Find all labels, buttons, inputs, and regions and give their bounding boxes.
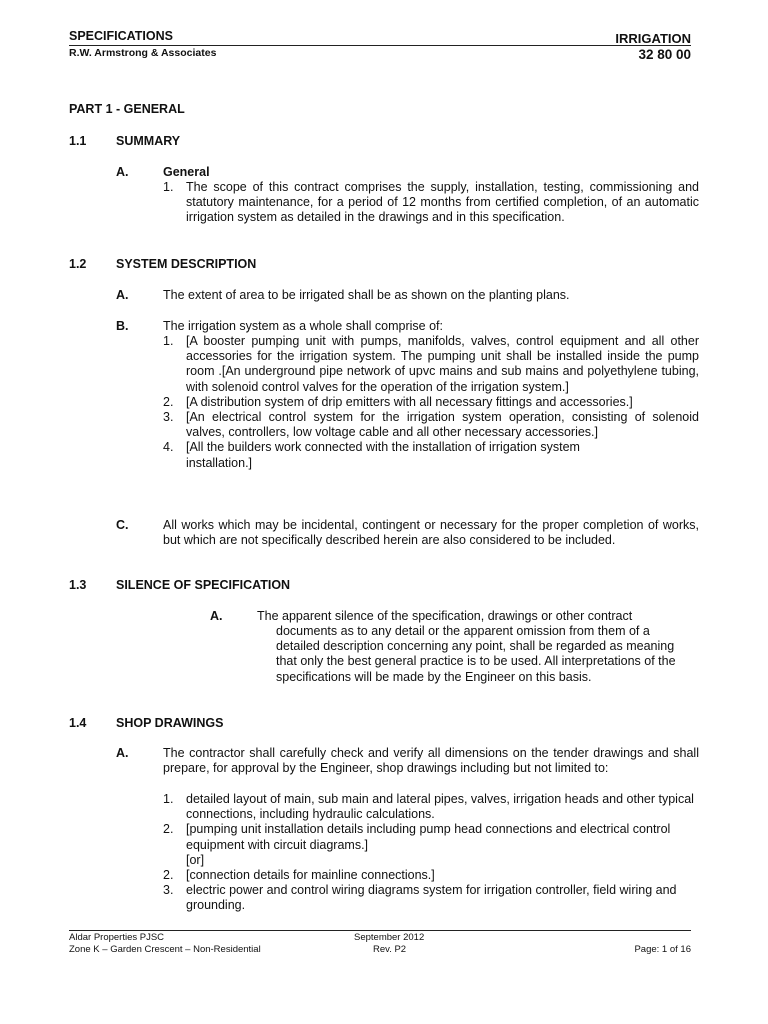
item-number: 2. <box>163 394 174 409</box>
section-1-1-a-title: General <box>163 165 210 179</box>
list-item <box>163 395 699 410</box>
section-1-4-title: SHOP DRAWINGS <box>116 716 224 730</box>
item-text: [pumping unit installation details including pump head connections and electrical control equipment with circuit diagrams.] <box>186 822 671 852</box>
item-text: [A distribution system of drip emitters with all necessary fittings and accessories.] <box>186 394 633 409</box>
section-1-2-a-text: The extent of area to be irrigated shall be as shown on the planting plans. <box>163 288 570 302</box>
item-text: [All the builders work connected with the installation of irrigation system installation.] <box>186 440 580 470</box>
section-1-2-number: 1.2 <box>69 257 87 271</box>
item-text: electric power and control wiring diagrams system for irrigation controller, field wiring and grounding. <box>186 883 677 913</box>
section-1-4-number: 1.4 <box>69 716 87 730</box>
section-1-1-number: 1.1 <box>69 134 87 148</box>
list-item <box>163 792 699 822</box>
item-number: 2. <box>163 868 174 883</box>
section-1-1-a-letter: A. <box>116 165 129 179</box>
item-number: 1. <box>163 180 174 194</box>
header-section-title: IRRIGATION <box>615 31 691 46</box>
list-item <box>163 822 699 852</box>
section-1-3-title: SILENCE OF SPECIFICATION <box>116 578 291 592</box>
footer-page-number: Page: 1 of 16 <box>634 944 691 955</box>
section-1-4-a-text: The contractor shall carefully check and verify all dimensions on the tender drawings and shall prepare, for approval by the Engineer, shop drawings including but not limited to: <box>163 746 699 776</box>
section-1-1-title: SUMMARY <box>116 134 181 148</box>
item-number: 4. <box>163 440 174 455</box>
section-1-2-title: SYSTEM DESCRIPTION <box>116 257 257 271</box>
item-text: [An electrical control system for the irrigation system operation, consisting of solenoid valves, controllers, low voltage cable and all other necessary accessories.] <box>186 410 699 440</box>
section-1-3-a-letter: A. <box>210 609 223 623</box>
footer-date: September 2012 <box>354 932 425 943</box>
item-text: detailed layout of main, sub main and lateral pipes, valves, irrigation heads and other typical connections, including hydraulic calculations. <box>186 792 694 822</box>
footer-project: Zone K – Garden Crescent – Non-Residential <box>69 944 261 955</box>
item-text: [A booster pumping unit with pumps, manifolds, valves, control equipment and all other accessories for the irrigation system. The pumping unit shall be installed inside the pump room .[An underground pipe network of upvc mains and sub mains and polyethylene tubing, with solenoid control valves for the operation of the irrigation system.] <box>186 334 699 394</box>
section-1-3-a-text: documents as to any detail or the apparent omission from them of a detailed description concerning any point, shall be regarded as meaning that only the best general practice is to be used. All interpretations of the specifications will be made by the Engineer on this basis. <box>276 624 676 684</box>
section-1-4-list <box>163 792 699 914</box>
item-number: 3. <box>163 410 174 425</box>
footer-rule <box>69 930 691 931</box>
section-1-3-a-first-line: The apparent silence of the specification, drawings or other contract <box>257 609 633 623</box>
section-1-4-a-letter: A. <box>116 746 129 760</box>
section-1-2-a-letter: A. <box>116 288 129 302</box>
item-text: [connection details for mainline connections.] <box>186 868 435 883</box>
item-text: The scope of this contract comprises the supply, installation, testing, commissioning and statutory maintenance, for a period of 12 months from certified completion, of an automatic irrigation system as detailed in the drawings and in this specification. <box>186 180 699 225</box>
list-item <box>163 410 699 440</box>
section-1-3-number: 1.3 <box>69 578 87 592</box>
list-item <box>163 440 699 470</box>
section-1-2-b-letter: B. <box>116 319 129 333</box>
item-number: 3. <box>163 883 174 898</box>
list-item <box>163 334 699 395</box>
footer-revision: Rev. P2 <box>373 944 407 955</box>
item-number: 1. <box>163 334 174 348</box>
header-spec-title: SPECIFICATIONS <box>69 29 173 43</box>
header-section-code: 32 80 00 <box>638 47 691 62</box>
section-1-1-item <box>163 180 699 226</box>
list-item <box>163 868 699 883</box>
footer-client: Aldar Properties PJSC <box>69 932 165 943</box>
list-item <box>163 853 699 868</box>
section-1-2-c-text: All works which may be incidental, contingent or necessary for the proper completion of works, but which are not specifically described herein are also considered to be included. <box>163 518 699 548</box>
part-title: PART 1 - GENERAL <box>69 102 185 116</box>
list-item <box>163 883 699 913</box>
header-rule <box>69 45 691 46</box>
header-company: R.W. Armstrong & Associates <box>69 47 217 59</box>
item-text: [or] <box>186 852 205 867</box>
item-number: 2. <box>163 822 174 837</box>
section-1-2-b-text: The irrigation system as a whole shall comprise of: <box>163 319 443 333</box>
section-1-2-b-list <box>163 334 699 471</box>
section-1-2-c-letter: C. <box>116 518 129 532</box>
item-number: 1. <box>163 792 174 806</box>
